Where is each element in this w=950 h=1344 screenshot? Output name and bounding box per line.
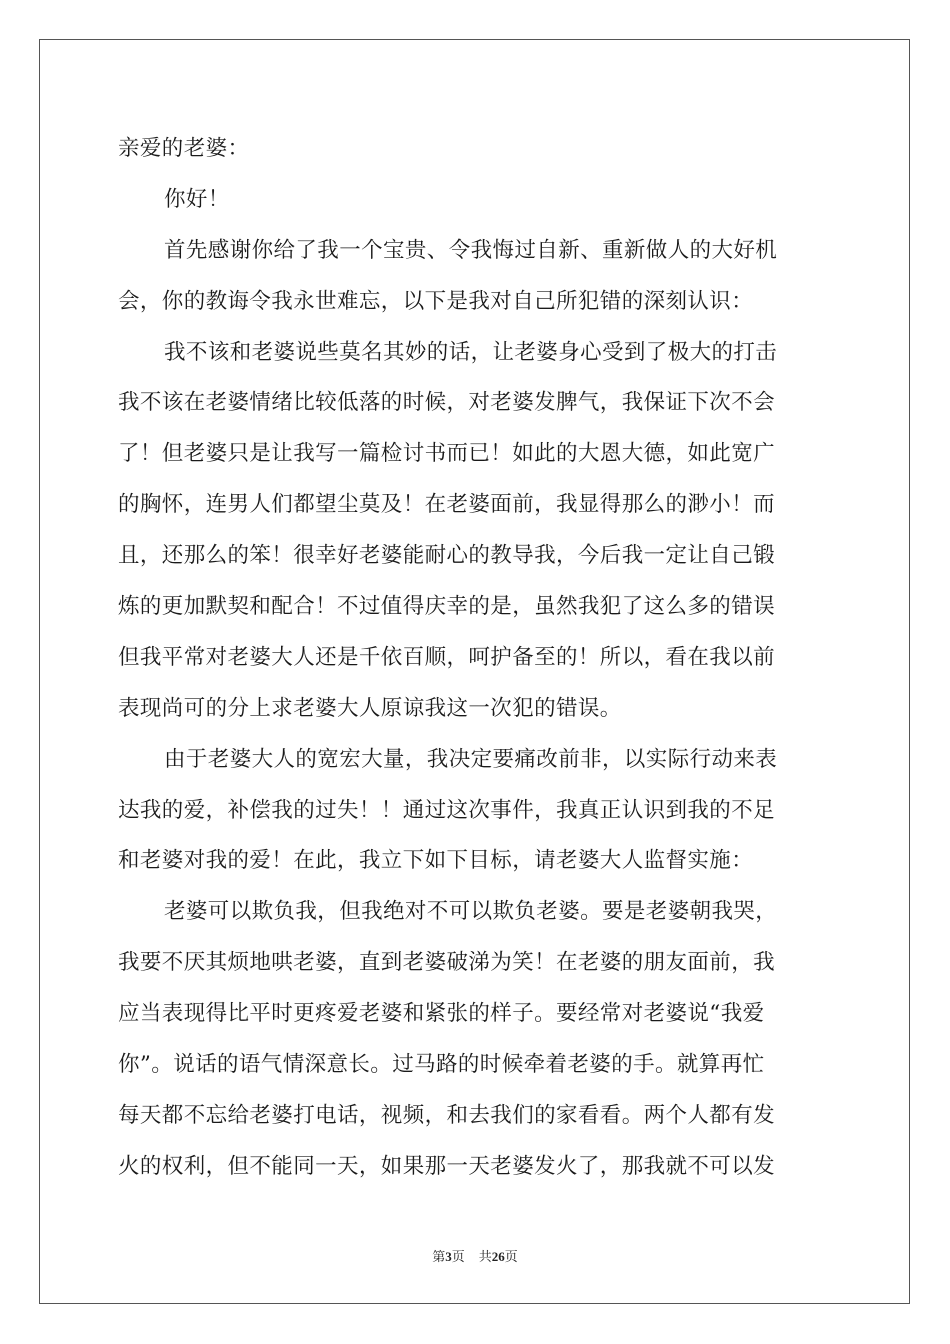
text-line: 火的权利，但不能同一天，如果那一天老婆发火了，那我就不可以发 [118,1153,776,1179]
text-line: 每天都不忘给老婆打电话，视频，和去我们的家看看。两个人都有发 [118,1102,776,1128]
text-line: 首先感谢你给了我一个宝贵、令我悔过自新、重新做人的大好机 [164,237,778,263]
text-line: 你”。说话的语气情深意长。过马路的时候牵着老婆的手。就算再忙 [118,1052,765,1078]
text-line: 的胸怀，连男人们都望尘莫及！在老婆面前，我显得那么的渺小！而 [118,492,776,518]
text-line: 炼的更加默契和配合！不过值得庆幸的是，虽然我犯了这么多的错误 [118,594,776,620]
text-line: 应当表现得比平时更疼爱老婆和紧张的样子。要经常对老婆说“我爱 [118,1001,765,1027]
document-body [118,124,834,1193]
total-pages: 26 [491,1249,505,1264]
text-line: 表现尚可的分上求老婆大人原谅我这一次犯的错误。 [118,695,622,721]
page-footer [0,1247,950,1268]
total-prefix: 共 [478,1250,492,1265]
text-line: 老婆可以欺负我，但我绝对不可以欺负老婆。要是老婆朝我哭， [164,899,778,925]
text-line: 我不该在老婆情绪比较低落的时候，对老婆发脾气，我保证下次不会 [118,390,776,416]
text-line: 我不该和老婆说些莫名其妙的话，让老婆身心受到了极大的打击 [164,339,778,365]
text-line: 了！但老婆只是让我写一篇检讨书而已！如此的大恩大德，如此宽广 [118,441,776,467]
text-line: 达我的爱，补偿我的过失！！通过这次事件，我真正认识到我的不足 [118,797,776,823]
text-line: 你好！ [164,186,230,212]
text-line: 会，你的教诲令我永世难忘，以下是我对自己所犯错的深刻认识： [118,288,754,314]
text-line: 但我平常对老婆大人还是千依百顺，呵护备至的！所以，看在我以前 [118,644,776,670]
page-suffix: 页 [451,1250,465,1265]
total-suffix: 页 [504,1250,518,1265]
text-line: 由于老婆大人的宽宏大量，我决定要痛改前非，以实际行动来表 [164,746,778,772]
text-line: 和老婆对我的爱！在此，我立下如下目标，请老婆大人监督实施： [118,848,754,874]
page-prefix: 第 [432,1250,446,1265]
text-line: 且，还那么的笨！很幸好老婆能耐心的教导我，今后我一定让自己锻 [118,543,776,569]
page-number: 3 [445,1249,452,1264]
text-line: 亲爱的老婆： [118,136,250,161]
text-line: 我要不厌其烦地哄老婆，直到老婆破涕为笑！在老婆的朋友面前，我 [118,950,776,976]
